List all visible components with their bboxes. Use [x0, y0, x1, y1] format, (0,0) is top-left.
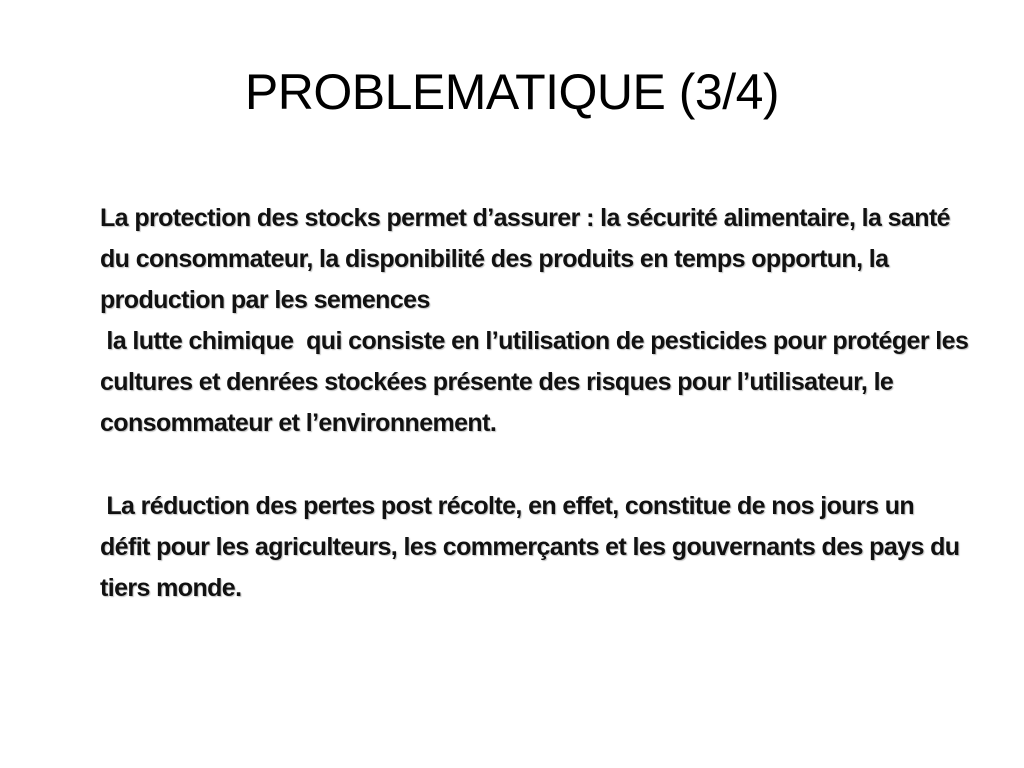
- slide-body: [100, 198, 975, 609]
- slide-title: PROBLEMATIQUE (3/4): [244, 64, 780, 120]
- paragraph-stock-protection: La protection des stocks permet d’assurer : la sécurité alimentaire, la santé du consommateur, la disponibilité des produits en temps opportun, la production par les semences: [100, 204, 957, 314]
- paragraph-chemical-control: la lutte chimique qui consiste en l’utilisation de pesticides pour protéger les cultures et denrées stockées présente des risques pour l’utilisateur, le consommateur et l’environnement.: [100, 327, 975, 437]
- paragraph-post-harvest-losses: La réduction des pertes post récolte, en effet, constitue de nos jours un défit pour les agriculteurs, les commerçants et les gouvernants des pays du tiers monde.: [100, 492, 966, 602]
